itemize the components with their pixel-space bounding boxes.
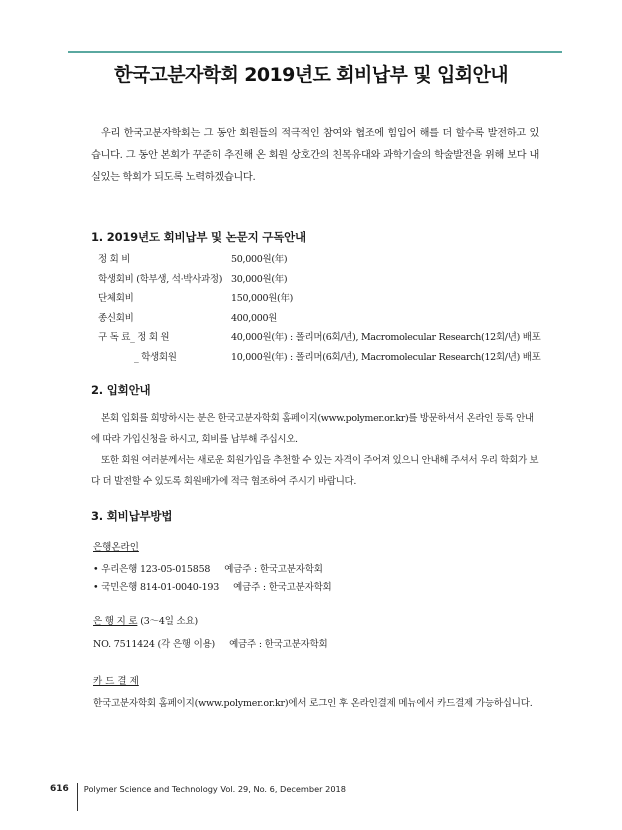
- header-rule: [68, 51, 562, 53]
- intro-paragraph: [91, 123, 539, 189]
- journal-citation: Polymer Science and Technology Vol. 29, No. 6, December 2018: [83, 784, 346, 794]
- section-heading-fees: 1. 2019년도 회비납부 및 논문지 구독안내: [91, 230, 306, 244]
- fee-label: 단체회비: [98, 293, 134, 304]
- join-text: 또한 회원 여러분께서는 새로운 회원가입을 추천할 수 있는 자격이 주어져 있으니 안내해 주셔서 우리 학회가 보다 더 발전할 수 있도록 회원배가에 적극 협조하여 주시기 바랍니다.: [91, 455, 539, 487]
- giro-line: [93, 636, 327, 650]
- fee-label: 구 독 료_ 정 회 원: [98, 332, 170, 343]
- giro-account: NO. 7511424 (각 은행 이용): [93, 639, 216, 650]
- giro-heading-line: [93, 613, 198, 627]
- giro-note: (3～4일 소요): [137, 616, 198, 627]
- account-holder: 예금주 : 한국고분자학회: [224, 564, 323, 575]
- fee-value: 10,000원(年) : 폴리머(6회/년), Macromolecular Research(12회/년) 배포: [231, 351, 541, 363]
- fee-label: _ 학생회원: [134, 351, 177, 363]
- section-heading-join: 2. 입회안내: [91, 383, 151, 397]
- bank-line-kookmin: [93, 579, 332, 593]
- bank-line-woori: [93, 561, 323, 575]
- page-title: 한국고분자학회 2019년도 회비납부 및 입회안내: [113, 64, 509, 86]
- fee-label: 정 회 비: [98, 254, 131, 265]
- section-heading-payment: 3. 회비납부방법: [91, 509, 173, 523]
- fee-label: 종신회비: [98, 312, 134, 324]
- intro-text: 우리 한국고분자학회는 그 동안 회원들의 적극적인 참여와 협조에 힘입어 해를 더 할수록 발전하고 있습니다. 그 동안 본회가 꾸준히 추진해 온 회원 상호간의 친목유대와 과학기술의 학술발전을 위해 보다 내실있는 학회가 되도록 노력하겠습니다.: [91, 128, 539, 183]
- bank-account: • 우리은행 123-05-015858: [93, 564, 211, 575]
- fee-label: 학생회비 (학부생, 석·박사과정): [98, 273, 223, 285]
- footer-divider: [77, 783, 78, 811]
- bank-account: • 국민은행 814-01-0040-193: [93, 582, 220, 593]
- join-paragraphs: [91, 408, 539, 492]
- fee-value: 30,000원(年): [231, 273, 288, 285]
- giro-heading: 은 행 지 로: [93, 616, 138, 627]
- card-heading: 카 드 결 제: [93, 676, 139, 687]
- page-number: 616: [50, 784, 69, 794]
- fee-value: 40,000원(年) : 폴리머(6회/년), Macromolecular Research(12회/년) 배포: [231, 332, 541, 343]
- fee-value: 50,000원(年): [231, 254, 288, 265]
- bank-online-heading: 은행온라인: [93, 542, 139, 553]
- fee-value: 150,000원(年): [231, 293, 294, 304]
- join-text: 본회 입회를 희망하시는 분은 한국고분자학회 홈페이지(www.polymer.or.kr)를 방문하셔서 온라인 등록 안내에 따라 가입신청을 하시고, 회비를 납부해 주십시오.: [91, 413, 534, 445]
- page-footer: [50, 775, 346, 803]
- card-text: 한국고분자학회 홈페이지(www.polymer.or.kr)에서 로그인 후 온라인결제 메뉴에서 카드결제 가능하십니다.: [93, 698, 533, 709]
- account-holder: 예금주 : 한국고분자학회: [233, 582, 332, 593]
- fee-value: 400,000원: [231, 312, 278, 324]
- account-holder: 예금주 : 한국고분자학회: [229, 639, 328, 650]
